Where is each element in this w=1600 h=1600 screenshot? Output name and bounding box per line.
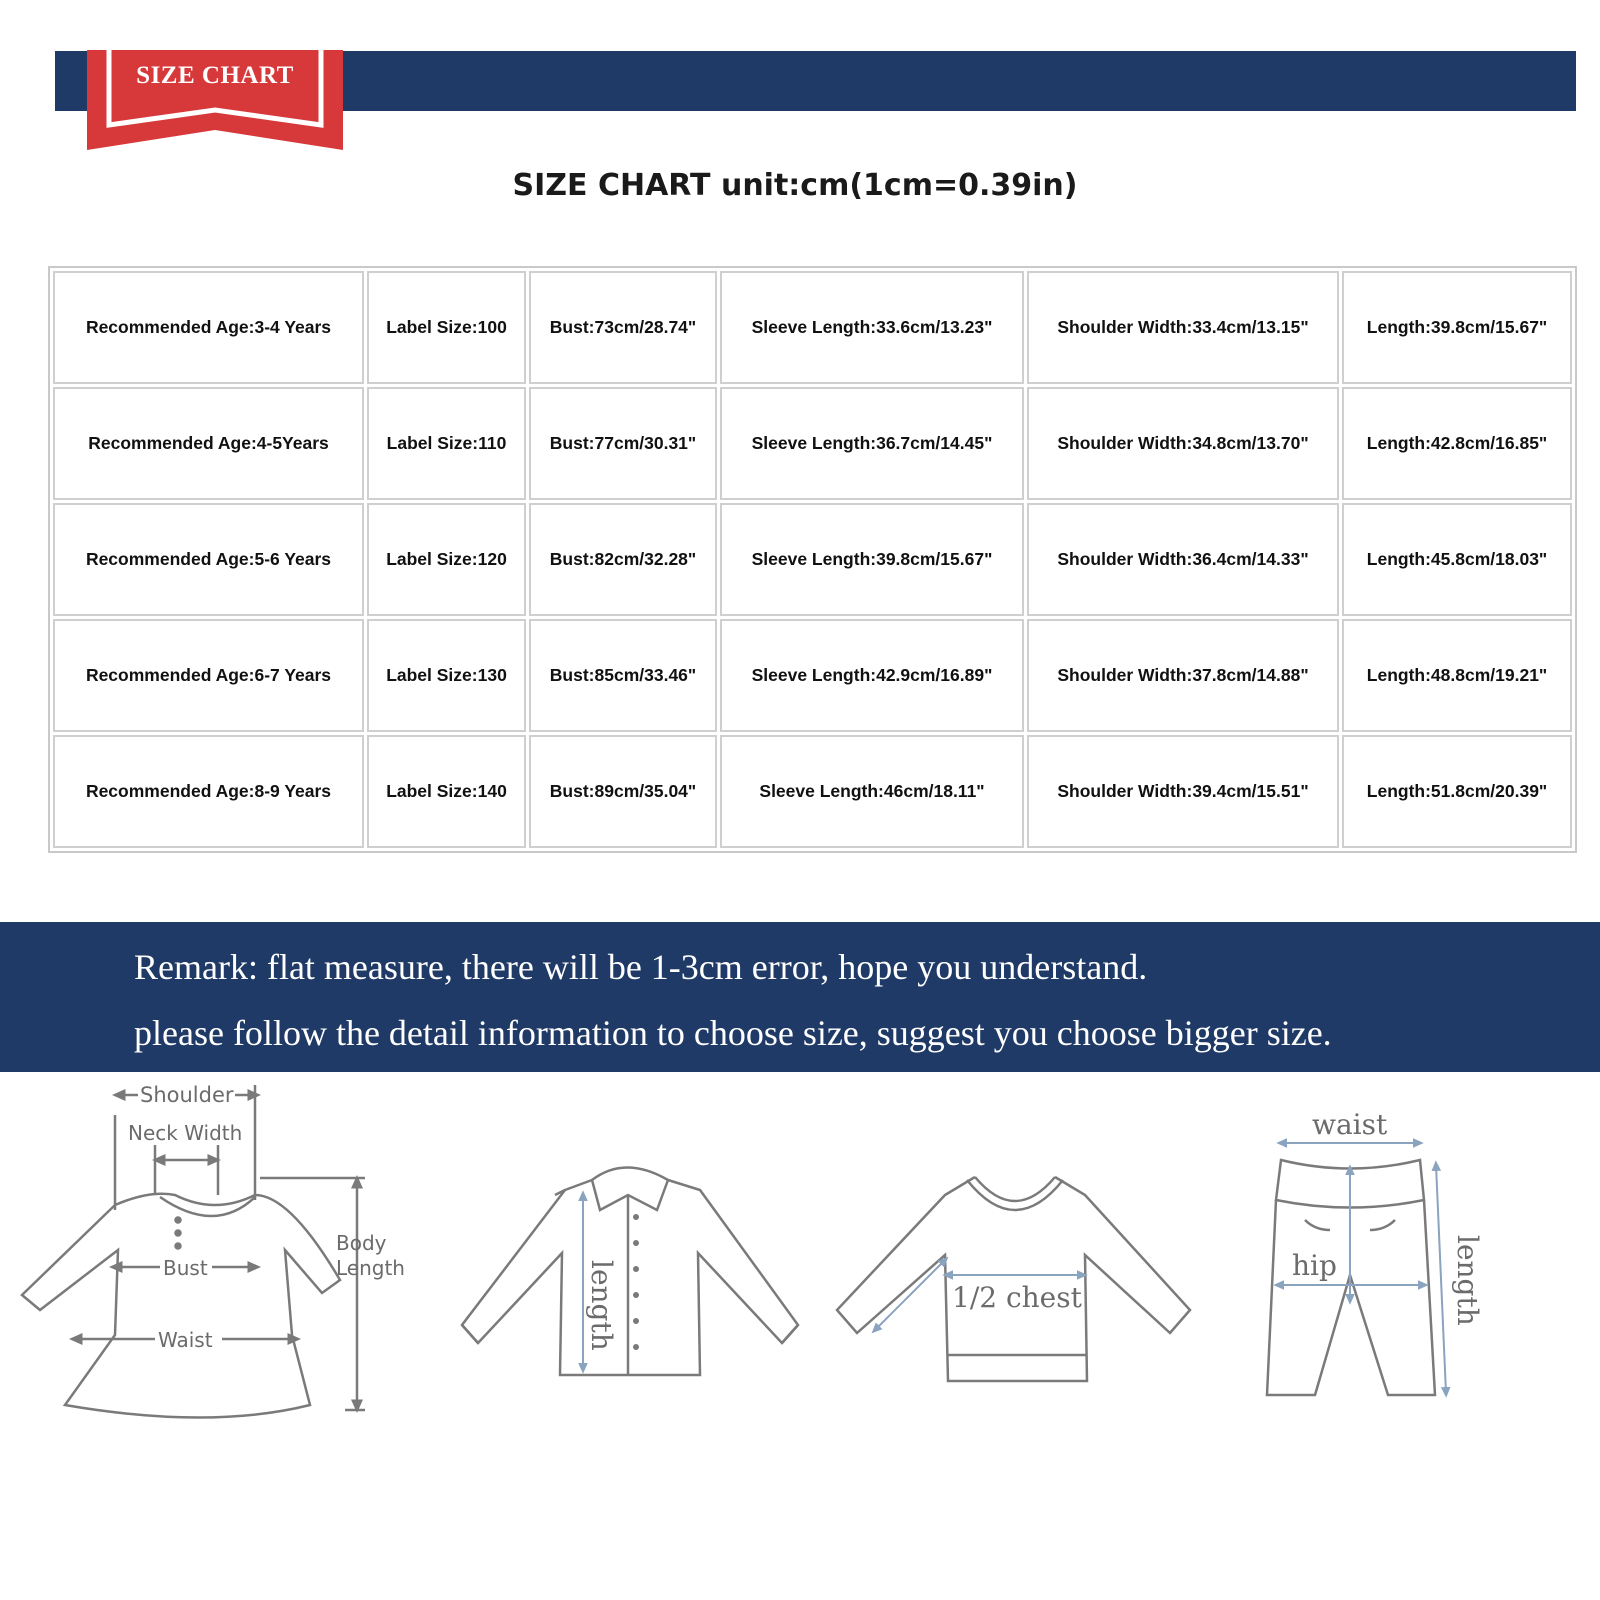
dress-neck-width-label: Neck Width (128, 1121, 243, 1145)
page-title: SIZE CHART unit:cm(1cm=0.39in) (512, 168, 1078, 203)
pants-waist-label: waist (1312, 1108, 1388, 1141)
shirt-collar (592, 1180, 668, 1210)
age-cell: Recommended Age:4-5Years (53, 387, 364, 500)
sweater-diagram (837, 1177, 1190, 1381)
length-cell: Length:48.8cm/19.21" (1342, 619, 1572, 732)
label-size-cell: Label Size:120 (367, 503, 526, 616)
shirt-outline (462, 1180, 798, 1375)
shirt-buttons (633, 1214, 639, 1350)
remark-band (0, 922, 1600, 1072)
length-cell: Length:45.8cm/18.03" (1342, 503, 1572, 616)
pants-length-label: length (1451, 1235, 1484, 1326)
dress-outline (22, 1194, 340, 1418)
shirt-diagram (462, 1168, 798, 1376)
pants-length-arrow (1436, 1165, 1446, 1393)
sleeve-length-cell: Sleeve Length:46cm/18.11" (720, 735, 1024, 848)
sleeve-length-cell: Sleeve Length:42.9cm/16.89" (720, 619, 1024, 732)
age-cell: Recommended Age:6-7 Years (53, 619, 364, 732)
shirt-length-label: length (585, 1260, 618, 1351)
bust-cell: Bust:82cm/32.28" (529, 503, 717, 616)
length-cell: Length:51.8cm/20.39" (1342, 735, 1572, 848)
dress-bust-label: Bust (163, 1256, 208, 1280)
shoulder-width-cell: Shoulder Width:34.8cm/13.70" (1027, 387, 1339, 500)
dress-length-label: Length (336, 1256, 405, 1280)
bust-cell: Bust:77cm/30.31" (529, 387, 717, 500)
label-size-cell: Label Size:100 (367, 271, 526, 384)
size-table (48, 266, 1577, 853)
shoulder-width-cell: Shoulder Width:37.8cm/14.88" (1027, 619, 1339, 732)
remark-line-1: Remark: flat measure, there will be 1-3cm error, hope you understand. (134, 947, 1148, 987)
ribbon-label: SIZE CHART (136, 62, 294, 89)
table-row (53, 735, 1572, 848)
size-chart-ribbon (87, 50, 343, 150)
shoulder-width-cell: Shoulder Width:33.4cm/13.15" (1027, 271, 1339, 384)
dress-waist-label: Waist (158, 1328, 213, 1352)
age-cell: Recommended Age:3-4 Years (53, 271, 364, 384)
label-size-cell: Label Size:130 (367, 619, 526, 732)
bust-cell: Bust:73cm/28.74" (529, 271, 717, 384)
measurement-diagrams (0, 1085, 1600, 1465)
table-row (53, 387, 1572, 500)
pants-hip-label: hip (1292, 1249, 1337, 1282)
bust-cell: Bust:85cm/33.46" (529, 619, 717, 732)
label-size-cell: Label Size:140 (367, 735, 526, 848)
table-row (53, 619, 1572, 732)
age-cell: Recommended Age:8-9 Years (53, 735, 364, 848)
sweater-sleeve-arrow (875, 1260, 945, 1330)
length-cell: Length:42.8cm/16.85" (1342, 387, 1572, 500)
remark-line-2: please follow the detail information to choose size, suggest you choose bigger size. (134, 1013, 1332, 1053)
sleeve-length-cell: Sleeve Length:33.6cm/13.23" (720, 271, 1024, 384)
bust-cell: Bust:89cm/35.04" (529, 735, 717, 848)
sweater-chest-label: 1/2 chest (952, 1281, 1082, 1314)
length-cell: Length:39.8cm/15.67" (1342, 271, 1572, 384)
sleeve-length-cell: Sleeve Length:36.7cm/14.45" (720, 387, 1024, 500)
shoulder-width-cell: Shoulder Width:36.4cm/14.33" (1027, 503, 1339, 616)
sleeve-length-cell: Sleeve Length:39.8cm/15.67" (720, 503, 1024, 616)
label-size-cell: Label Size:110 (367, 387, 526, 500)
age-cell: Recommended Age:5-6 Years (53, 503, 364, 616)
dress-shoulder-label: Shoulder (140, 1085, 234, 1107)
diagrams-svg (0, 1085, 1600, 1465)
table-row (53, 503, 1572, 616)
table-row (53, 271, 1572, 384)
sweater-neckline (975, 1177, 1055, 1201)
dress-body-label: Body (336, 1231, 387, 1255)
shirt-neck (592, 1168, 668, 1181)
shoulder-width-cell: Shoulder Width:39.4cm/15.51" (1027, 735, 1339, 848)
sweater-outline (837, 1177, 1190, 1381)
